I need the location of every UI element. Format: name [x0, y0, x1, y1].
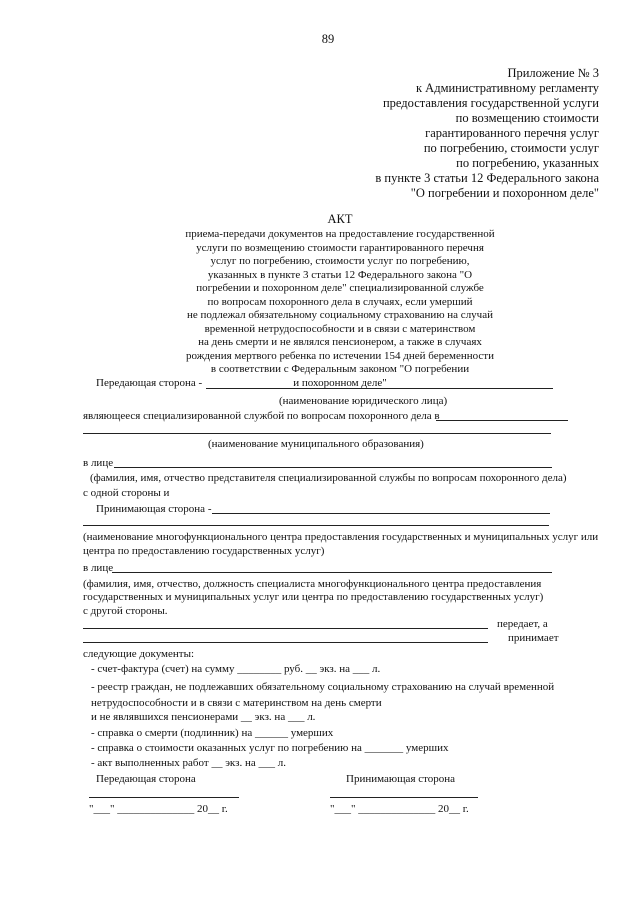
accepts-field[interactable] [83, 642, 488, 643]
transfers-field[interactable] [83, 628, 488, 629]
appendix-line: предоставления государственной услуги [382, 96, 599, 110]
appendix-line: "О погребении и похоронном деле" [410, 186, 599, 200]
specialized-service-field[interactable] [436, 420, 568, 421]
act-subtitle-line: услуг по погребению, стоимости услуг по погребению, [210, 255, 470, 267]
sign-receiving-label: Принимающая сторона [346, 773, 456, 785]
following-docs-text: следующие документы: [83, 648, 195, 660]
doc-item-work-act: - акт выполненных работ __ экз. на ___ л. [91, 757, 286, 769]
date-transferring: "___" ______________ 20__ г. [89, 803, 228, 815]
doc-item-registry-cont: и не являвшихся пенсионерами __ экз. на ___ л. [91, 711, 316, 723]
appendix-line: по возмещению стоимости [455, 111, 599, 125]
transferring-side-field[interactable] [206, 388, 553, 389]
specialist-hint: государственных и муниципальных услуг или центра по предоставлению государственных услуг) [83, 591, 544, 603]
act-subtitle-line: рождения мертвого ребенка по истечении 154 дней беременности [186, 349, 494, 362]
act-subtitle-line: на день смерти и не являлся пенсионером, а также в случаях [198, 336, 482, 348]
appendix-line: гарантированного перечня услуг [425, 126, 599, 140]
sign-transferring-label: Передающая сторона [96, 773, 196, 785]
other-side-text: с другой стороны. [83, 605, 168, 617]
appendix-line: в пункте 3 статьи 12 Федерального закона [375, 171, 599, 185]
date-receiving: "___" ______________ 20__ г. [330, 803, 469, 815]
doc-item-cost-certificate: - справка о стоимости оказанных услуг по погребению на _______ умерших [91, 742, 449, 754]
doc-item-registry-cont: нетрудоспособности и в связи с материнством на день смерти [91, 697, 382, 709]
act-title: АКТ [327, 212, 353, 226]
receiving-side-label: Принимающая сторона - [96, 503, 212, 515]
doc-item-invoice: - счет-фактура (счет) на сумму ________ руб. __ экз. на ___ л. [91, 663, 381, 675]
act-subtitle-line: приема-передачи документов на предоставление государственной [185, 228, 495, 240]
act-subtitle-line: погребении и похоронном деле" специализированной службе [196, 282, 484, 294]
sign-transferring-field[interactable] [89, 797, 239, 798]
representative-hint: (фамилия, имя, отчество представителя специализированной службы по вопросам похоронного дела) [90, 472, 567, 484]
act-subtitle-line: не подлежал обязательному социальному страхованию на случай [187, 309, 493, 321]
legal-entity-hint: (наименование юридического лица) [279, 395, 448, 407]
appendix-line: по погребению, стоимости услуг [423, 141, 599, 155]
appendix-line: к Административному регламенту [415, 81, 599, 95]
appendix-line: по погребению, указанных [456, 156, 599, 170]
accepts-text: принимает [508, 632, 559, 644]
act-subtitle-line: в соответствии с Федеральным законом "О погребении [210, 363, 470, 375]
representative-field[interactable] [114, 467, 552, 468]
transferring-side-label: Передающая сторона - [96, 377, 203, 389]
in-person-label: в лице [83, 457, 114, 469]
specialized-service-text: являющееся специализированной службой по вопросам похоронного дела в [83, 410, 440, 422]
in-person-label: в лице [83, 562, 114, 574]
appendix-line: Приложение № 3 [507, 66, 599, 80]
mfc-hint: (наименование многофункционального центра предоставления государственных и муниципальных услуг или [83, 531, 599, 543]
doc-item-death-certificate: - справка о смерти (подлинник) на ______ умерших [91, 727, 334, 739]
one-side-text: с одной стороны и [83, 487, 170, 499]
act-subtitle-line: по вопросам похоронного дела в случаях, если умерший [207, 295, 473, 308]
act-subtitle-line: и похоронном деле" [293, 376, 387, 389]
municipality-field[interactable] [83, 433, 551, 434]
specialist-field[interactable] [112, 572, 552, 573]
municipality-hint: (наименование муниципального образования) [208, 438, 424, 450]
sign-receiving-field[interactable] [330, 797, 478, 798]
mfc-hint: центра по предоставлению государственных услуг) [83, 545, 325, 557]
act-subtitle-line: услуги по возмещению стоимости гарантированного перечня [196, 241, 484, 254]
doc-item-registry: - реестр граждан, не подлежавших обязательному социальному страхованию на случай временной [91, 681, 555, 693]
page-number: 89 [321, 32, 335, 46]
act-subtitle-line: временной нетрудоспособности и в связи с материнством [204, 322, 476, 335]
act-subtitle-line: указанных в пункте 3 статьи 12 Федерального закона "О [207, 268, 473, 281]
act-subtitle [150, 228, 530, 390]
transfers-text: передает, а [497, 618, 548, 630]
receiving-side-field[interactable] [212, 513, 550, 514]
appendix-header [375, 66, 599, 201]
receiving-side-field-2[interactable] [83, 525, 549, 526]
specialist-hint: (фамилия, имя, отчество, должность специалиста многофункционального центра предоставления [83, 578, 542, 590]
